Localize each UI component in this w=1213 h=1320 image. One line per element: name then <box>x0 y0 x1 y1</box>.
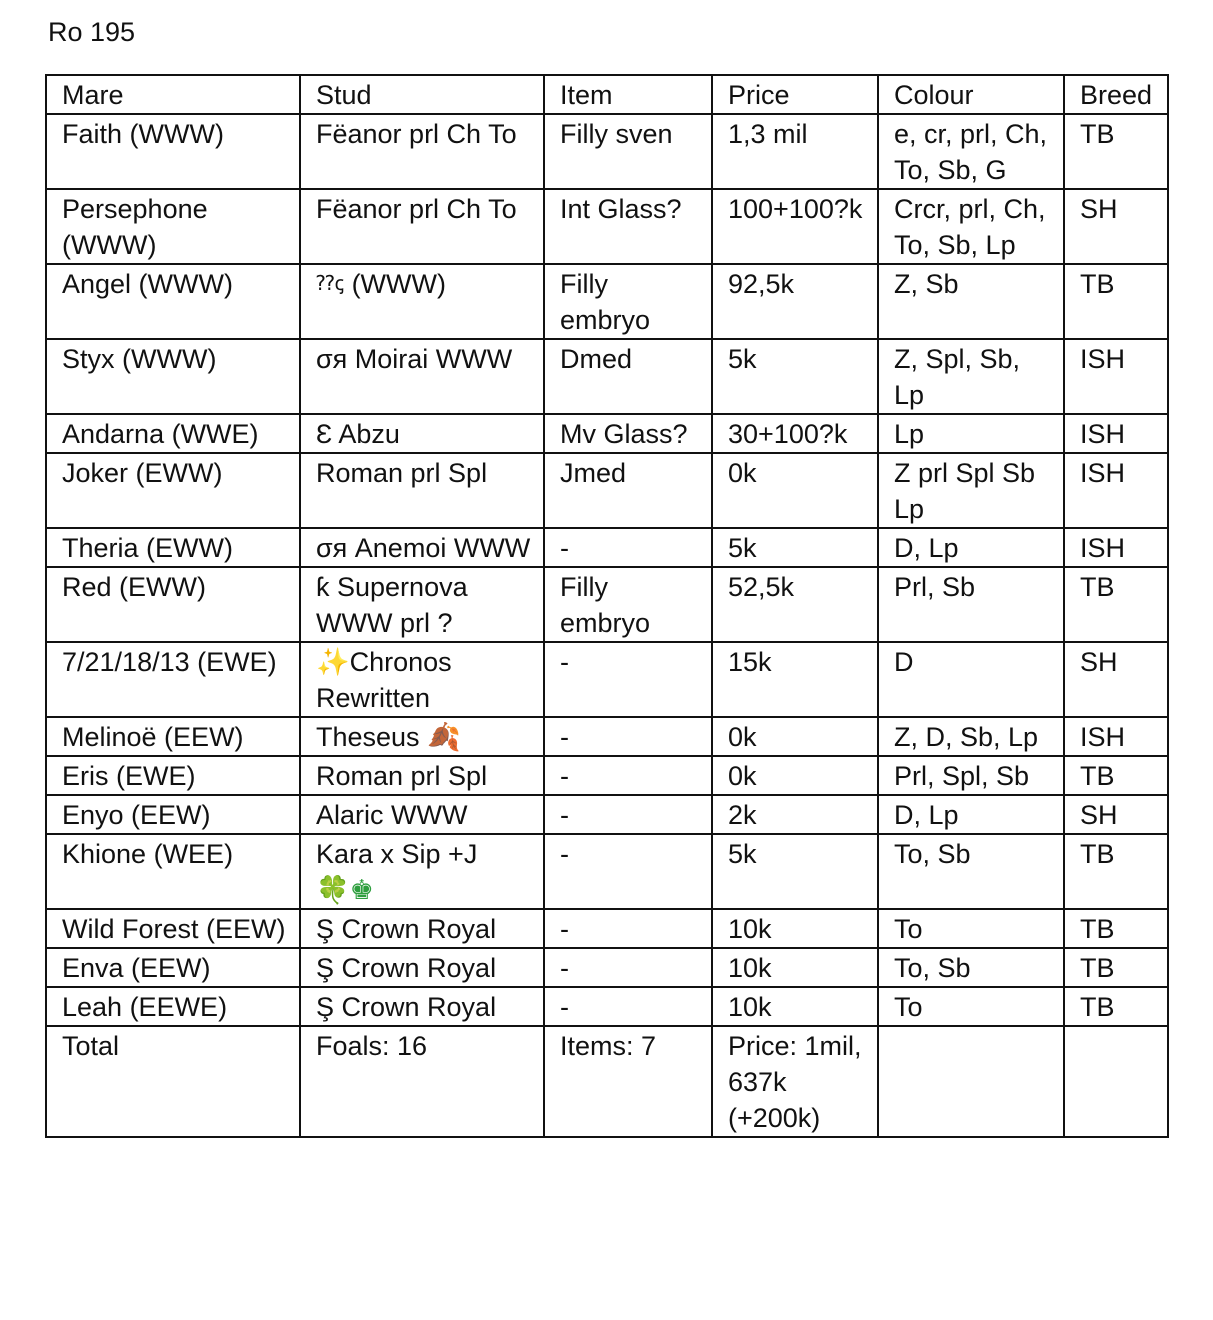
cell-price: 5k <box>712 834 878 909</box>
total-label: Total <box>46 1026 300 1137</box>
total-foals: Foals: 16 <box>300 1026 544 1137</box>
cell-colour: Z, Sb <box>878 264 1064 339</box>
cell-colour: Z prl Spl Sb Lp <box>878 453 1064 528</box>
cell-item: - <box>544 795 712 834</box>
cell-colour: e, cr, prl, Ch, To, Sb, G <box>878 114 1064 189</box>
total-breed <box>1064 1026 1168 1137</box>
cell-price: 5k <box>712 528 878 567</box>
cell-breed: TB <box>1064 987 1168 1026</box>
cell-mare: 7/21/18/13 (EWE) <box>46 642 300 717</box>
cell-mare: Leah (EEWE) <box>46 987 300 1026</box>
cell-stud <box>300 717 544 756</box>
cell-breed: ISH <box>1064 717 1168 756</box>
cell-stud-text: Chronos Rewritten <box>316 647 452 713</box>
cell-breed: SH <box>1064 642 1168 717</box>
header-item: Item <box>544 75 712 114</box>
cell-item: Filly embryo <box>544 264 712 339</box>
header-row <box>46 75 1168 114</box>
table-row <box>46 834 1168 909</box>
cell-stud <box>300 264 544 339</box>
cell-stud: Ş Crown Royal <box>300 909 544 948</box>
cell-stud: Alaric WWW <box>300 795 544 834</box>
cell-colour: To <box>878 909 1064 948</box>
cell-price: 30+100?k <box>712 414 878 453</box>
header-breed: Breed <box>1064 75 1168 114</box>
cell-stud: Ş Crown Royal <box>300 987 544 1026</box>
cell-stud-text: (WWW) <box>351 269 446 299</box>
total-row <box>46 1026 1168 1137</box>
cell-item: Dmed <box>544 339 712 414</box>
cell-breed: ISH <box>1064 453 1168 528</box>
cell-colour: Z, D, Sb, Lp <box>878 717 1064 756</box>
cell-colour: To, Sb <box>878 834 1064 909</box>
header-price: Price <box>712 75 878 114</box>
table-row <box>46 339 1168 414</box>
table-row <box>46 528 1168 567</box>
cell-mare: Enva (EEW) <box>46 948 300 987</box>
table-row <box>46 453 1168 528</box>
table-row <box>46 414 1168 453</box>
cell-mare: Faith (WWW) <box>46 114 300 189</box>
cell-mare: Persephone (WWW) <box>46 189 300 264</box>
table-row <box>46 909 1168 948</box>
cell-item: Mv Glass? <box>544 414 712 453</box>
cell-price: 10k <box>712 909 878 948</box>
cell-price: 1,3 mil <box>712 114 878 189</box>
cell-price: 10k <box>712 948 878 987</box>
cell-item: - <box>544 717 712 756</box>
cell-breed: SH <box>1064 189 1168 264</box>
total-price: Price: 1mil, 637k (+200k) <box>712 1026 878 1137</box>
cell-price: 15k <box>712 642 878 717</box>
cell-colour: To, Sb <box>878 948 1064 987</box>
cell-item: Int Glass? <box>544 189 712 264</box>
cell-item: - <box>544 834 712 909</box>
cell-stud <box>300 642 544 717</box>
table-row <box>46 795 1168 834</box>
cell-breed: TB <box>1064 567 1168 642</box>
cell-item: - <box>544 987 712 1026</box>
cell-breed: TB <box>1064 834 1168 909</box>
cell-item: Filly embryo <box>544 567 712 642</box>
cell-mare: Styx (WWW) <box>46 339 300 414</box>
cell-stud: Fëanor prl Ch To <box>300 189 544 264</box>
cell-stud <box>300 834 544 909</box>
table-row <box>46 114 1168 189</box>
cell-price: 52,5k <box>712 567 878 642</box>
cell-breed: ISH <box>1064 339 1168 414</box>
breeding-table <box>45 74 1169 1138</box>
cell-stud: Ɛ Abzu <box>300 414 544 453</box>
cell-colour: Prl, Spl, Sb <box>878 756 1064 795</box>
cell-breed: TB <box>1064 114 1168 189</box>
clover-crown-icon: 🍀♚ <box>316 875 374 905</box>
cell-breed: TB <box>1064 756 1168 795</box>
cell-mare: Khione (WEE) <box>46 834 300 909</box>
header-mare: Mare <box>46 75 300 114</box>
cell-stud: ƙ Supernova WWW prl ? <box>300 567 544 642</box>
cell-item: - <box>544 642 712 717</box>
cell-stud: Roman prl Spl <box>300 756 544 795</box>
cell-item: Filly sven <box>544 114 712 189</box>
table-row <box>46 717 1168 756</box>
cell-breed: SH <box>1064 795 1168 834</box>
cell-mare: Angel (WWW) <box>46 264 300 339</box>
cell-item: - <box>544 528 712 567</box>
cell-mare: Theria (EWW) <box>46 528 300 567</box>
cell-breed: TB <box>1064 948 1168 987</box>
cell-price: 100+100?k <box>712 189 878 264</box>
cell-price: 0k <box>712 453 878 528</box>
fallen-leaf-icon: 🍂 <box>427 722 461 752</box>
table-row <box>46 642 1168 717</box>
table-row <box>46 756 1168 795</box>
cell-price: 10k <box>712 987 878 1026</box>
cell-colour: Z, Spl, Sb, Lp <box>878 339 1064 414</box>
cell-price: 0k <box>712 717 878 756</box>
total-items: Items: 7 <box>544 1026 712 1137</box>
cell-breed: ISH <box>1064 528 1168 567</box>
cell-colour: D, Lp <box>878 528 1064 567</box>
cell-mare: Eris (EWE) <box>46 756 300 795</box>
cell-price: 2k <box>712 795 878 834</box>
cell-price: 5k <box>712 339 878 414</box>
unknown-symbol-icon: ⁇ꞔ <box>316 273 345 295</box>
cell-stud: Fëanor prl Ch To <box>300 114 544 189</box>
cell-price: 0k <box>712 756 878 795</box>
cell-mare: Red (EWW) <box>46 567 300 642</box>
table-row <box>46 264 1168 339</box>
document-title: Ro 195 <box>48 17 136 47</box>
cell-stud-text: Kara x Sip +J <box>316 839 478 869</box>
cell-colour: To <box>878 987 1064 1026</box>
cell-stud: Ş Crown Royal <box>300 948 544 987</box>
cell-stud: Roman prl Spl <box>300 453 544 528</box>
cell-item: - <box>544 756 712 795</box>
table-row <box>46 189 1168 264</box>
cell-stud: σя Anemoi WWW <box>300 528 544 567</box>
header-colour: Colour <box>878 75 1064 114</box>
cell-mare: Joker (EWW) <box>46 453 300 528</box>
cell-price: 92,5k <box>712 264 878 339</box>
cell-breed: ISH <box>1064 414 1168 453</box>
cell-colour: D <box>878 642 1064 717</box>
cell-mare: Melinoë (EEW) <box>46 717 300 756</box>
cell-item: - <box>544 909 712 948</box>
total-colour <box>878 1026 1064 1137</box>
table-row <box>46 948 1168 987</box>
cell-colour: Crcr, prl, Ch, To, Sb, Lp <box>878 189 1064 264</box>
cell-colour: Prl, Sb <box>878 567 1064 642</box>
cell-colour: Lp <box>878 414 1064 453</box>
cell-breed: TB <box>1064 909 1168 948</box>
cell-stud-text: Theseus <box>316 722 420 752</box>
cell-stud: σя Moirai WWW <box>300 339 544 414</box>
cell-mare: Enyo (EEW) <box>46 795 300 834</box>
cell-mare: Andarna (WWE) <box>46 414 300 453</box>
cell-item: - <box>544 948 712 987</box>
cell-item: Jmed <box>544 453 712 528</box>
sparkles-icon: ✨ <box>316 647 350 677</box>
table-row <box>46 567 1168 642</box>
table-row <box>46 987 1168 1026</box>
header-stud: Stud <box>300 75 544 114</box>
cell-colour: D, Lp <box>878 795 1064 834</box>
cell-breed: TB <box>1064 264 1168 339</box>
cell-mare: Wild Forest (EEW) <box>46 909 300 948</box>
